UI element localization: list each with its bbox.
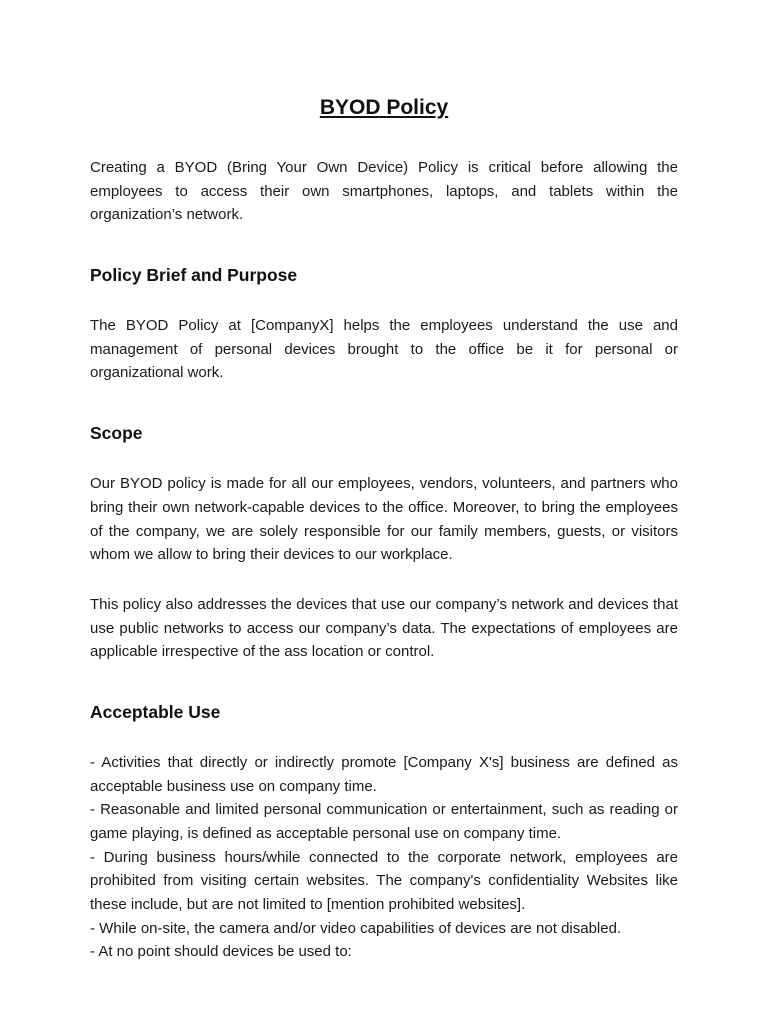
scope-paragraph-1: Our BYOD policy is made for all our employees, vendors, volunteers, and partners who bring their own network-capable devices to the office. Moreover, to bring the employees of the company, we are solely responsible for our family members, guests, or visitors whom we allow to bring their devices to our workplace.: [90, 475, 678, 564]
list-item: - While on-site, the camera and/or video capabilities of devices are not disabled.: [90, 919, 622, 937]
list-item: - Activities that directly or indirectly promote [Company X's] business are defined as acceptable business use on company time.: [90, 753, 678, 795]
list-item: - During business hours/while connected to the corporate network, employees are prohibited from visiting certain websites. The company's confidentiality Websites like these include, but are not limited to [mention prohibited websites].: [90, 848, 678, 914]
section-heading-acceptable-use: Acceptable Use: [90, 701, 221, 722]
scope-paragraph-2: This policy also addresses the devices that use our company’s network and devices that use public networks to access our company’s data. The expectations of employees are applicable irrespective of the ass location or control.: [90, 595, 678, 661]
section-heading-policy-brief-and-purpose: Policy Brief and Purpose: [90, 265, 298, 286]
document-title: BYOD Policy: [319, 96, 449, 119]
list-item: - At no point should devices be used to:: [90, 943, 352, 961]
list-item: - Reasonable and limited personal communication or entertainment, such as reading or game playing, is defined as acceptable personal use on company time.: [90, 801, 678, 842]
section-heading-scope: Scope: [90, 423, 143, 444]
intro-paragraph: Creating a BYOD (Bring Your Own Device) Policy is critical before allowing the employees to access their own smartphones, laptops, and tablets within the organization’s network.: [90, 159, 678, 224]
acceptable-use-list: [90, 751, 678, 964]
policy-brief-paragraph: The BYOD Policy at [CompanyX] helps the employees understand the use and management of personal devices brought to the office be it for personal or organizational work.: [90, 317, 678, 382]
